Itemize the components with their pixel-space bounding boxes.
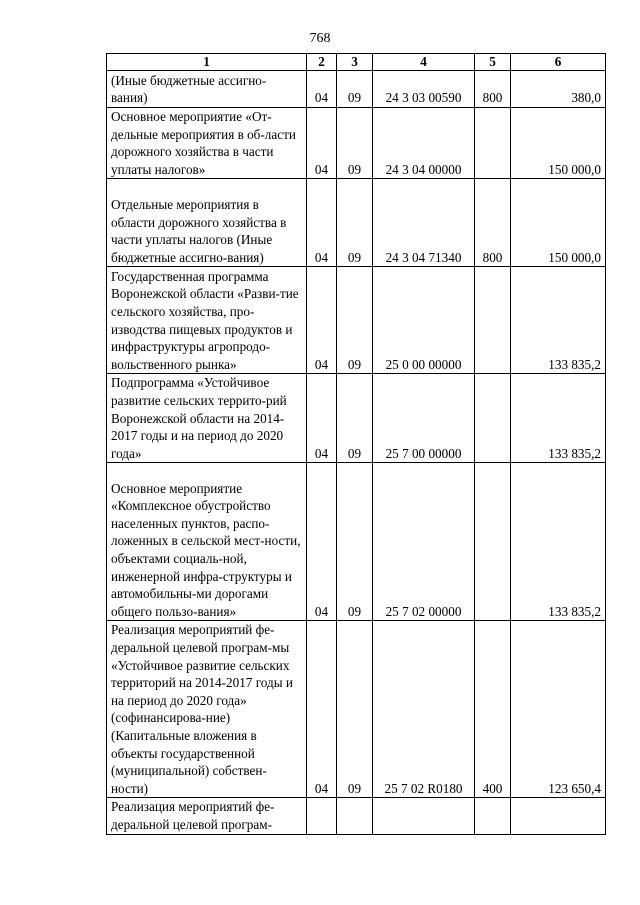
row-subsection: 09: [337, 267, 373, 374]
row-expense-type: [475, 463, 511, 621]
row-expense-type: 800: [475, 71, 511, 108]
row-target-code: [373, 798, 475, 834]
row-amount: 150 000,0: [511, 179, 606, 267]
row-subsection: [337, 798, 373, 834]
row-expense-type: 800: [475, 179, 511, 267]
row-subsection: 09: [337, 179, 373, 267]
row-section: 04: [307, 108, 337, 179]
table-row: [107, 179, 606, 267]
table-row: [107, 108, 606, 179]
table-row: [107, 267, 606, 374]
row-expense-type: [475, 798, 511, 834]
header-col-5: 5: [475, 54, 511, 71]
row-target-code: 24 3 04 00000: [373, 108, 475, 179]
row-subsection: 09: [337, 621, 373, 798]
table-row: [107, 71, 606, 108]
row-name: Подпрограмма «Устойчивое развитие сельских террито-рий Воронежской области на 2014-2017 годы и на период до 2020 года»: [107, 374, 307, 463]
header-col-4: 4: [373, 54, 475, 71]
row-name: Основное мероприятие «Комплексное обустройство населенных пунктов, распо-ложенных в сельской мест-ности, объектами социаль-ной, инженерной инфра-структуры и автомобильны-ми дорогами общего пользо-вания»: [107, 463, 307, 621]
row-subsection: 09: [337, 374, 373, 463]
table-row: [107, 374, 606, 463]
row-expense-type: [475, 267, 511, 374]
row-section: 04: [307, 179, 337, 267]
row-name: (Иные бюджетные ассигно-вания): [107, 71, 307, 108]
row-target-code: 24 3 04 71340: [373, 179, 475, 267]
row-name: Основное мероприятие «От-дельные мероприятия в об-ласти дорожного хозяйства в части уплаты налогов»: [107, 108, 307, 179]
header-col-6: 6: [511, 54, 606, 71]
row-target-code: 25 7 02 00000: [373, 463, 475, 621]
row-expense-type: 400: [475, 621, 511, 798]
row-section: 04: [307, 267, 337, 374]
row-amount: 133 835,2: [511, 267, 606, 374]
row-name: Реализация мероприятий фе-деральной целевой програм-мы «Устойчивое развитие сельских территорий на 2014-2017 годы и на период до 2020 года» (софинансирова-ние) (Капитальные вложения в объекты государственной (муниципальной) собствен-ности): [107, 621, 307, 798]
row-expense-type: [475, 374, 511, 463]
header-col-2: 2: [307, 54, 337, 71]
row-section: 04: [307, 71, 337, 108]
row-target-code: 25 7 00 00000: [373, 374, 475, 463]
row-section: 04: [307, 621, 337, 798]
row-target-code: 24 3 03 00590: [373, 71, 475, 108]
row-amount: 133 835,2: [511, 463, 606, 621]
row-amount: 133 835,2: [511, 374, 606, 463]
row-amount: 123 650,4: [511, 621, 606, 798]
row-amount: [511, 798, 606, 834]
header-col-3: 3: [337, 54, 373, 71]
row-section: 04: [307, 463, 337, 621]
row-section: [307, 798, 337, 834]
row-expense-type: [475, 108, 511, 179]
row-target-code: 25 0 00 00000: [373, 267, 475, 374]
header-row: [107, 54, 606, 71]
row-subsection: 09: [337, 71, 373, 108]
row-subsection: 09: [337, 108, 373, 179]
row-name: Государственная программа Воронежской области «Разви-тие сельского хозяйства, про-изводства пищевых продуктов и инфраструктуры агропродо-вольственного рынка»: [107, 267, 307, 374]
row-amount: 150 000,0: [511, 108, 606, 179]
page-number: 768: [309, 31, 331, 46]
table-row: [107, 621, 606, 798]
row-target-code: 25 7 02 R0180: [373, 621, 475, 798]
row-amount: 380,0: [511, 71, 606, 108]
row-name: Реализация мероприятий фе-деральной целевой програм-: [107, 798, 307, 834]
row-subsection: 09: [337, 463, 373, 621]
header-col-1: 1: [107, 54, 307, 71]
table-row: [107, 463, 606, 621]
budget-table: [106, 53, 606, 835]
table-row: [107, 798, 606, 834]
row-section: 04: [307, 374, 337, 463]
row-name: Отдельные мероприятия в области дорожного хозяйства в части уплаты налогов (Иные бюджетные ассигно-вания): [107, 179, 307, 267]
